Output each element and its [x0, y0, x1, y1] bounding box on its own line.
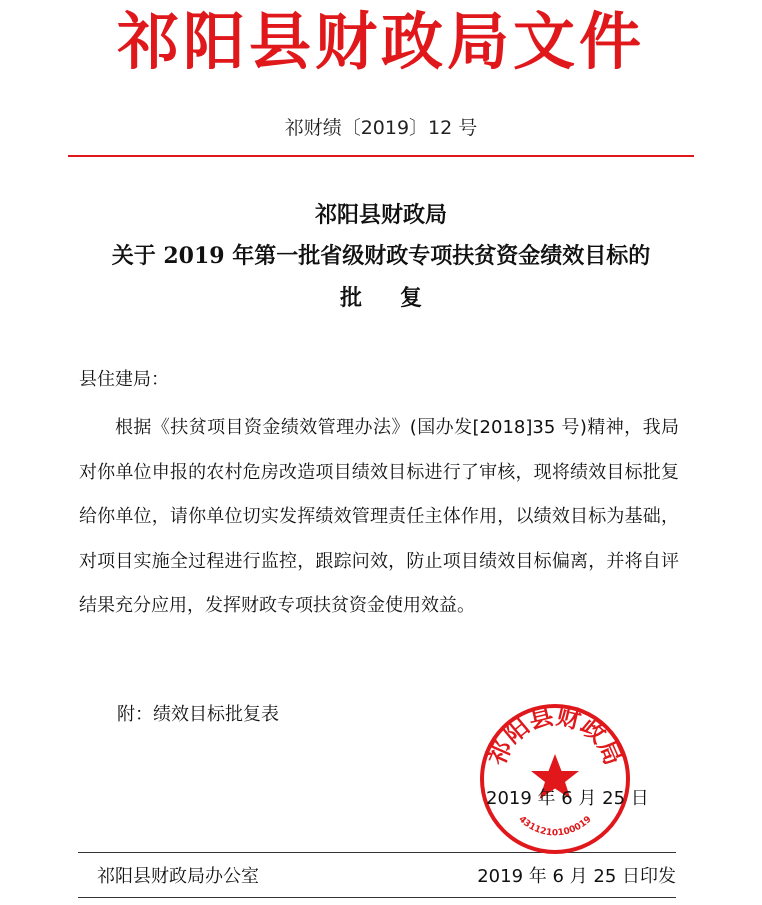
- footer-issue-date: 2019 年 6 月 25 日印发: [477, 866, 676, 887]
- footer-issuer: 祁阳县财政局办公室: [97, 866, 259, 887]
- document-header-title: 祁阳县财政局文件: [116, 5, 645, 78]
- document-number: 祁财绩〔2019〕12 号: [284, 117, 478, 139]
- seal-code: 4311210100019: [516, 814, 594, 839]
- title-line-2: 关于 2019 年第一批省级财政专项扶贫资金绩效目标的: [111, 243, 651, 269]
- body-paragraph: 根据《扶贫项目资金绩效管理办法》(国办发[2018]35 号)精神，我局对你单位申报的农村危房改造项目绩效目标进行了审核，现将绩效目标批复给你单位，请你单位切实发挥绩效管理责任主体作用，以绩效目标为基础，对项目实施全过程进行监控，跟踪问效，防止项目绩效目标偏离，并将自评结果充分应用，发挥财政专项扶贫资金使用效益。: [79, 417, 679, 617]
- attachment-note: 附：绩效目标批复表: [117, 704, 279, 725]
- title-line-1: 祁阳县财政局: [314, 202, 447, 228]
- footer-bottom-rule: [78, 897, 676, 898]
- seal-text: 祁阳县财政局: [481, 702, 629, 770]
- header-red-rule: [68, 155, 694, 157]
- official-seal: [478, 702, 632, 856]
- signature-date: 2019 年 6 月 25 日: [486, 788, 649, 809]
- title-line-3: 批复: [339, 285, 460, 311]
- salutation: 县住建局：: [79, 369, 169, 390]
